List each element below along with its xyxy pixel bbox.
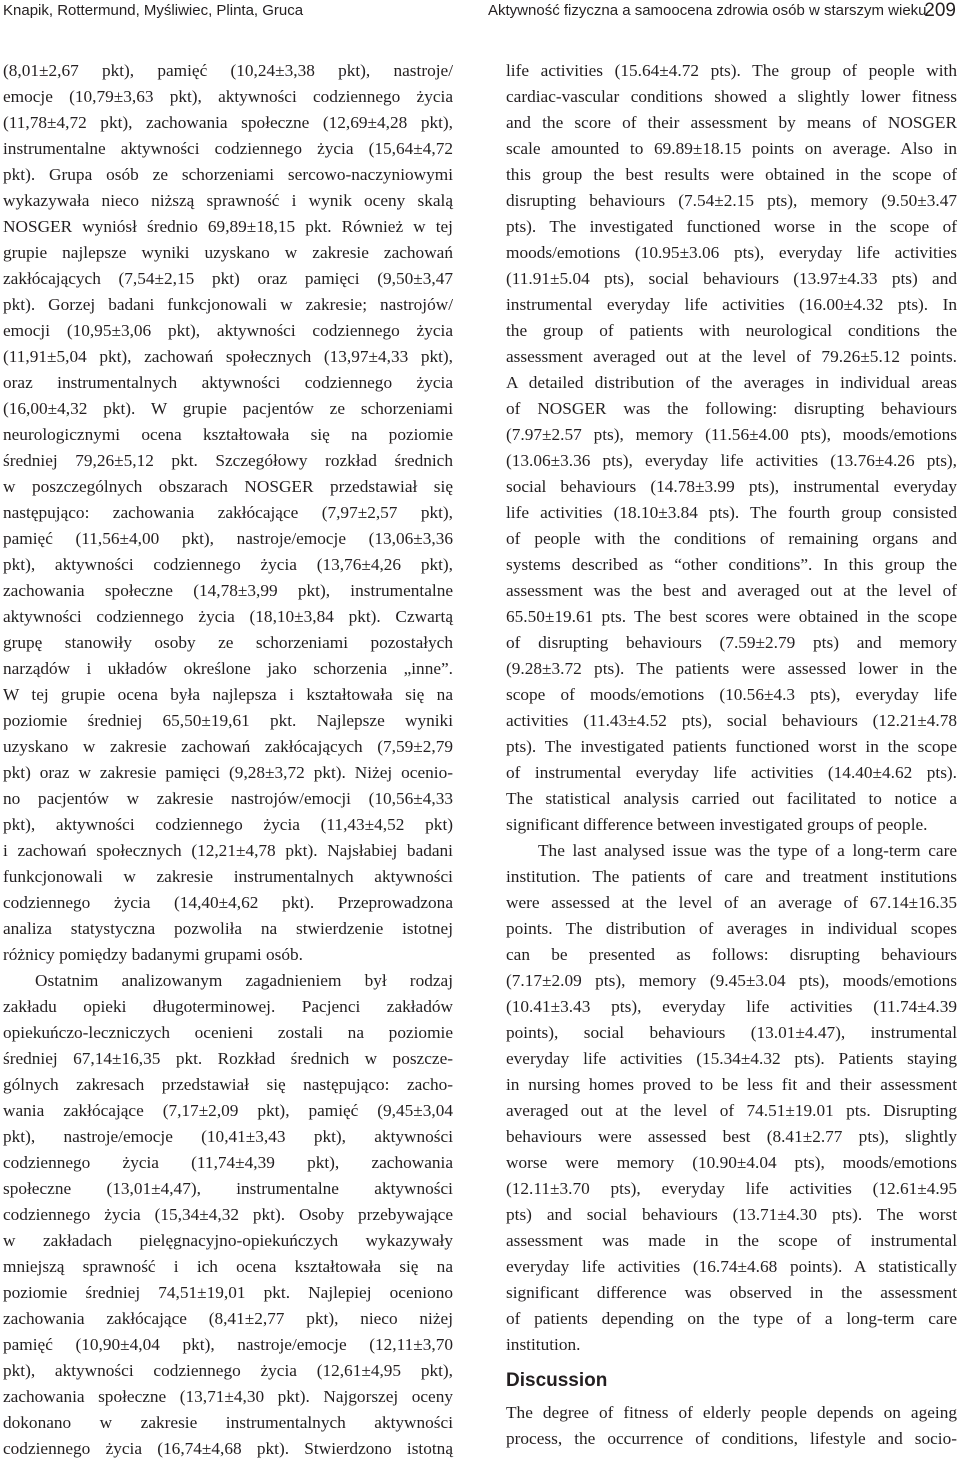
text-line: pkt). Grupa osób ze schorzeniami sercowo-naczyniowymi [3,165,453,184]
discussion-body [506,1400,957,1452]
text-line: The degree of fitness of elderly people depends on ageing [506,1403,957,1422]
text-line: zachowania społeczne (13,71±4,30 pkt). Najgorszej oceny [3,1387,453,1406]
text-line: opiekuńczo-leczniczych ocenieni zostali na poziomie [3,1023,453,1042]
text-line: points), social behaviours (13.01±4.47), instrumental [506,1023,957,1042]
text-line: significant difference was observed in the assessment [506,1283,957,1302]
text-line: institution. [506,1335,581,1354]
text-line: in nursing homes proved to be less fit and their assessment [506,1075,957,1094]
text-line: this group the best results were obtained in the scope of [506,165,957,184]
text-line: process, the occurrence of conditions, lifestyle and socio- [506,1429,957,1448]
text-line: pts) and social behaviours (13.71±4.30 pts). The worst [506,1205,957,1224]
text-line: następująco: zachowania zakłócające (7,97±2,57 pkt), [3,503,453,522]
text-line: zachowania społeczne (14,78±3,99 pkt), instrumentalne [3,581,453,600]
text-line: codziennego życia (15,34±4,32 pkt). Osoby przebywające [3,1205,453,1224]
text-line: of instrumental everyday life activities (14.40±4.62 pts). [506,763,957,782]
text-line: The last analysed issue was the type of a long-term care [538,841,957,860]
text-line: instrumentalne aktywności codziennego życia (15,64±4,72 [3,139,453,158]
text-line: codziennego życia (11,74±4,39 pkt), zachowania [3,1153,453,1172]
discussion-heading: Discussion [506,1370,608,1391]
text-line: (12.11±3.70 pts), everyday life activities (12.61±4.95 [506,1179,957,1198]
text-line: scope of moods/emotions (10.56±4.3 pts), everyday life [506,685,957,704]
text-line: emocje (10,79±3,63 pkt), aktywności codziennego życia [3,87,453,106]
text-line: averaged out at the level of 74.51±19.01 pts. Disrupting [506,1101,957,1120]
text-line: and the score of their assessment by means of NOSGER [506,113,957,132]
text-line: (11,91±5,04 pkt), zachowań społecznych (13,97±4,33 pkt), [3,347,453,366]
text-line: funkcjonowali w zakresie instrumentalnych aktywności [3,867,453,886]
text-line: of disrupting behaviours (7.59±2.79 pts) and memory [506,633,957,652]
text-line: dokonano w zakresie instrumentalnych aktywności [3,1413,453,1432]
text-line: poziomie średniej 74,51±19,01 pkt. Najlepiej oceniono [3,1283,453,1302]
text-line: assessment averaged out at the level of 79.26±5.12 points. [506,347,957,366]
page-number: 209 [924,0,956,21]
text-line: The statistical analysis carried out facilitated to notice a [506,789,957,808]
text-line: (10.41±3.43 pts), everyday life activities (11.74±4.39 [506,997,957,1016]
text-line: (16,00±4,32 pkt). W grupie pacjentów ze schorzeniami [3,399,453,418]
text-line: (7.97±2.57 pts), memory (11.56±4.00 pts), moods/emotions [506,425,957,444]
text-line: analiza statystyczna pozwoliła na stwierdzenie istotnej [3,919,453,938]
text-line: institution. The patients of care and treatment institutions [506,867,957,886]
text-line: life activities (15.64±4.72 pts). The group of people with [506,61,957,80]
text-line: pkt) oraz w zakresie pamięci (9,28±3,72 pkt). Niżej ocenio- [3,763,453,782]
text-line: (8,01±2,67 pkt), pamięć (10,24±3,38 pkt), nastroje/ [3,61,453,80]
text-line: social behaviours (14.78±3.99 pts), instrumental everyday [506,477,957,496]
text-line: poziomie średniej 65,50±19,61 pkt. Najlepsze wyniki [3,711,453,730]
text-line: (11.91±5.04 pts), social behaviours (13.97±4.33 pts) and [506,269,957,288]
text-line: neurologicznymi ocena kształtowała się na poziomie [3,425,453,444]
right-column-body [506,58,957,1358]
running-head-title: Aktywność fizyczna a samoocena zdrowia osób w starszym wieku [488,2,927,19]
text-line: of people with the conditions of remaining organs and [506,529,957,548]
running-head [0,0,960,28]
text-line: the group of patients with neurological conditions the [506,321,957,340]
text-line: pkt), nastroje/emocje (10,41±3,43 pkt), aktywności [3,1127,453,1146]
text-line: behaviours were assessed best (8.41±2.77 pts), slightly [506,1127,957,1146]
text-line: oraz instrumentalnych aktywności codziennego życia [3,373,453,392]
text-line: pkt), aktywności codziennego życia (11,43±4,52 pkt) [3,815,453,834]
text-line: moods/emotions (10.95±3.06 pts), everyday life activities [506,243,957,262]
text-line: Ostatnim analizowanym zagadnieniem był rodzaj [35,971,453,990]
text-line: uzyskano w zakresie zachowań zakłócających (7,59±2,79 [3,737,453,756]
text-line: (13.06±3.36 pts), everyday life activities (13.76±4.26 pts), [506,451,957,470]
text-line: grupę stanowiły osoby ze schorzeniami pozostałych [3,633,453,652]
text-line: instrumental everyday life activities (16.00±4.32 pts). In [506,295,957,314]
text-line: zakłócających (7,54±2,15 pkt) oraz pamięci (9,50±3,47 [3,269,453,288]
text-line: pamięć (11,56±4,00 pkt), nastroje/emocje (13,06±3,36 [3,529,453,548]
text-line: (11,78±4,72 pkt), zachowania społeczne (12,69±4,28 pkt), [3,113,453,132]
text-line: of NOSGER was the following: disrupting behaviours [506,399,957,418]
text-line: systems described as “other conditions”. In this group the [506,555,957,574]
text-line: pkt). Gorzej badani funkcjonowali w zakresie; nastrojów/ [3,295,453,314]
running-head-authors: Knapik, Rottermund, Myśliwiec, Plinta, Gruca [3,2,304,19]
text-line: narządów i układów określone jako schorzenia „inne”. [3,659,453,678]
text-line: zachowania zakłócające (8,41±2,77 pkt), nieco niżej [3,1309,453,1328]
text-line: wania zakłócające (7,17±2,09 pkt), pamięć (9,45±3,04 [3,1101,453,1120]
text-line: społeczne (13,01±4,47), instrumentalne aktywności [3,1179,453,1198]
text-line: pts). The investigated patients functioned worst in the scope [506,737,957,756]
text-line: różnicy pomiędzy badanymi grupami osób. [3,945,303,964]
text-line: significant difference between investigated groups of people. [506,815,928,834]
text-line: zakładu opieki długoterminowej. Pacjenci zakładów [3,997,453,1016]
text-line: no pacjentów w zakresie nastrojów/emocji (10,56±4,33 [3,789,453,808]
text-line: (7.17±2.09 pts), memory (9.45±3.04 pts), moods/emotions [506,971,957,990]
text-line: of patients depending on the type of a long-term care [506,1309,957,1328]
text-line: assessment was made in the scope of instrumental [506,1231,957,1250]
text-line: średniej 67,14±16,35 pkt. Rozkład średnich w poszcze- [3,1049,453,1068]
text-line: wykazywała nieco niższą sprawność i wynik oceny skalą [3,191,453,210]
text-line: points. The distribution of averages in individual scopes [506,919,957,938]
text-line: can be presented as follows: disrupting behaviours [506,945,957,964]
right-column-english-text [506,58,957,1452]
text-line: 65.50±19.61 pts. The best scores were obtained in the scope [506,607,957,626]
text-line: codziennego życia (16,74±4,68 pkt). Stwierdzono istotną [3,1439,453,1458]
text-line: pkt), aktywności codziennego życia (12,61±4,95 pkt), [3,1361,453,1380]
text-line: emocji (10,95±3,06 pkt), aktywności codziennego życia [3,321,453,340]
text-line: pamięć (10,90±4,04 pkt), nastroje/emocje (12,11±3,70 [3,1335,453,1354]
text-line: pkt), aktywności codziennego życia (13,76±4,26 pkt), [3,555,453,574]
text-line: everyday life activities (16.74±4.68 points). A statistically [506,1257,957,1276]
text-line: assessment was the best and averaged out at the level of [506,581,957,600]
text-line: mniejszą sprawność i ich ocena kształtowała się na [3,1257,453,1276]
text-line: grupie najlepsze wyniki uzyskano w zakresie zachowań [3,243,453,262]
text-line: w poszczególnych obszarach NOSGER przedstawiał się [3,477,453,496]
text-line: disrupting behaviours (7.54±2.15 pts), memory (9.50±3.47 [506,191,957,210]
text-line: NOSGER wyniósł średnio 69,89±18,15 pkt. Również w tej [3,217,453,236]
text-line: codziennego życia (14,40±4,62 pkt). Przeprowadzona [3,893,453,912]
text-line: cardiac-vascular conditions showed a slightly lower fitness [506,87,957,106]
text-line: (9.28±3.72 pts). The patients were assessed lower in the [506,659,957,678]
left-column-polish-text [3,58,453,1462]
text-line: A detailed distribution of the averages in individual areas [506,373,957,392]
text-line: everyday life activities (15.34±4.32 pts). Patients staying [506,1049,957,1068]
text-line: pts). The investigated functioned worse in the scope of [506,217,957,236]
text-line: gólnych zakresach przedstawiał się następująco: zacho- [3,1075,453,1094]
text-line: aktywności codziennego życia (18,10±3,84 pkt). Czwartą [3,607,453,626]
text-line: activities (11.43±4.52 pts), social behaviours (12.21±4.78 [506,711,957,730]
text-line: w zakładach pielęgnacyjno-opiekuńczych wykazywały [3,1231,453,1250]
text-line: worse were memory (10.90±4.04 pts), moods/emotions [506,1153,957,1172]
text-line: i zachowań społecznych (12,21±4,78 pkt). Najsłabiej badani [3,841,453,860]
text-line: scale amounted to 69.89±18.15 points on average. Also in [506,139,957,158]
text-line: średniej 79,26±5,12 pkt. Szczegółowy rozkład średnich [3,451,453,470]
text-line: were assessed at the level of an average of 67.14±16.35 [506,893,957,912]
text-line: life activities (18.10±3.84 pts). The fourth group consisted [506,503,957,522]
text-line: W tej grupie ocena była najlepsza i kształtowała się na [3,685,453,704]
